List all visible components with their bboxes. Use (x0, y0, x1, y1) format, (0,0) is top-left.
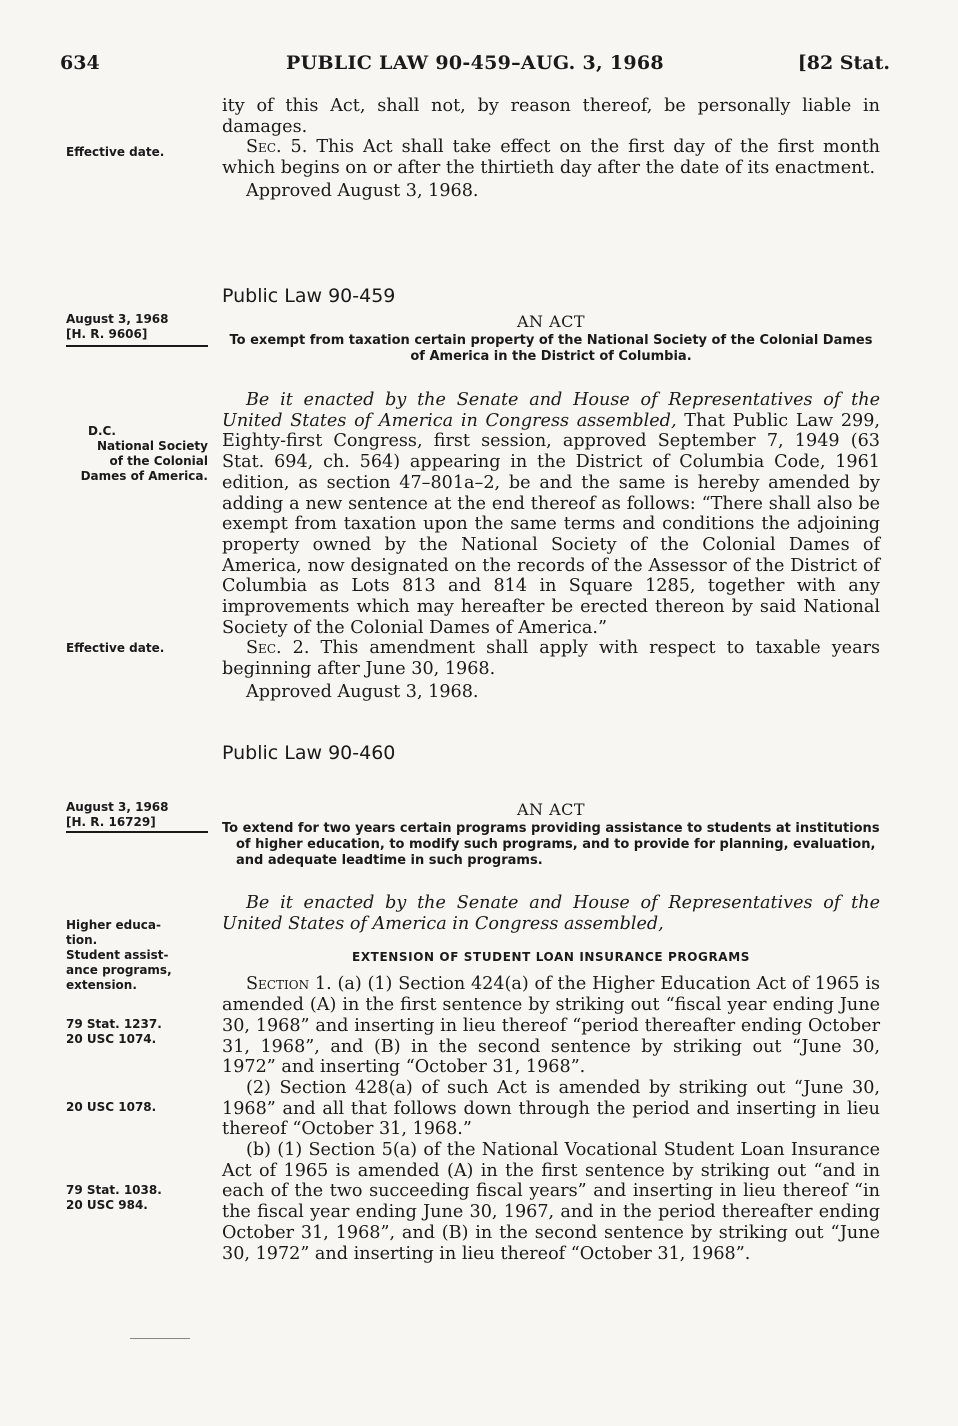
law-459-sec2-label: Sec. 2. (246, 638, 310, 659)
law-90-460-header (222, 800, 880, 869)
law-460-section-1 (222, 974, 880, 1078)
law-459-section-2 (222, 638, 880, 679)
margin-note-effective-date-459: Effective date. (66, 641, 165, 655)
law-459-body-text: That Public Law 299, Eighty-first Congress, first session, approved September 7, 1949 (63 Stat. 694, ch. 564) appearing in the District of Columbia Code, 1961 edition, as section 47–801a–2, be and the same is hereby amended by adding a new sentence at the end thereof as follows: “There shall also be exempt from taxation upon the same terms and conditions the adjoining property owned by the National Society of the Colonial Dames of America, now designated on the records of the Assessor of the District of Columbia as Lots 813 and 814 in Square 1285, together with any improvements which may hereafter be erected thereon by said National Society of the Colonial Dames of America.” (222, 410, 881, 638)
law-459-sec2-text: This amendment shall apply with respect to taxable years beginning after June 30, 1968. (222, 638, 881, 680)
law-459-section-1 (222, 390, 880, 638)
purpose-460: To extend for two years certain programs providing assistance to students at institutions of higher education, to modify such programs, and to provide for planning, evaluation, and adequate leadtime in such programs. (222, 821, 880, 868)
enacting-clause-459: Be it enacted by the Senate and House of Representatives of the United States of America in Congress assembled, (222, 390, 880, 431)
approved-line-459: Approved August 3, 1968. (246, 681, 479, 702)
page-number: 634 (60, 52, 100, 74)
margin-rule-law-459 (66, 345, 208, 347)
enacting-clause-460: Be it enacted by the Senate and House of Representatives of the United States of America in Congress assembled, (222, 893, 880, 934)
approved-line-prior: Approved August 3, 1968. (246, 180, 479, 201)
law-460-section-1-label: Section 1. (246, 974, 332, 995)
section-heading-student-loan: EXTENSION OF STUDENT LOAN INSURANCE PROGRAMS (352, 950, 750, 965)
header-stat-volume: [82 Stat. (797, 52, 890, 74)
enacting-clause-460-para (222, 893, 880, 934)
margin-rule-law-460 (66, 831, 208, 833)
law-90-460-title: Public Law 90-460 (222, 742, 396, 764)
law-90-460-title-block (222, 742, 880, 764)
margin-note-effective-date: Effective date. (66, 145, 165, 159)
law-460-section-1-text: (a) (1) Section 424(a) of the Higher Education Act of 1965 is amended (A) in the first sentence by striking out “fiscal year ending June 30, 1968” and inserting in lieu thereof “period thereafter ending October 31, 1968”, and (B) in the second sentence by striking out “June 30, 1972” and inserting “October 31, 1968”. (222, 974, 881, 1078)
law-90-459-title-block (222, 285, 880, 307)
running-header (60, 52, 890, 82)
section-5-label: Sec. 5. (246, 137, 308, 158)
law-90-459-body (222, 390, 880, 703)
section-5-text: This Act shall take effect on the first day of the first month which begins on or after the thirtieth day after the date of its enactment. (222, 137, 881, 179)
margin-note-cite-3: 79 Stat. 1038. 20 USC 984. (66, 1183, 162, 1212)
continuation-text: ity of this Act, shall not, by reason thereof, be personally liable in damages. (222, 96, 880, 137)
margin-note-cite-1: 79 Stat. 1237. 20 USC 1074. (66, 1017, 162, 1046)
law-460-para-a2: (2) Section 428(a) of such Act is amended by striking out “June 30, 1968” and all that follows down through the period and inserting in lieu thereof “October 31, 1968.” (222, 1077, 880, 1140)
law-460-para-b1: (b) (1) Section 5(a) of the National Vocational Student Loan Insurance Act of 1965 is amended (A) in the first sentence by striking out “and in each of the two succeeding fiscal years” and inserting in lieu thereof “in the fiscal year ending June 30, 1967, and in the period thereafter ending October 31, 1968”, and (B) in the second sentence by striking out “June 30, 1972” and inserting in lieu thereof “October 31, 1968”. (222, 1140, 880, 1264)
law-90-460-body (222, 893, 880, 1264)
section-5 (222, 137, 880, 178)
footer-rule (130, 1338, 190, 1339)
margin-note-law-459-date: August 3, 1968 [H. R. 9606] (66, 312, 169, 341)
prior-law-continuation (222, 96, 880, 202)
purpose-459: To exempt from taxation certain property of the National Society of the Colonial Dames of America in the District of Columbia. (229, 333, 873, 364)
header-title: PUBLIC LAW 90-459–AUG. 3, 1968 (286, 52, 664, 74)
margin-note-higher-education: Higher educa- tion. Student assist- ance programs, extension. (66, 918, 172, 992)
an-act-459: AN ACT (516, 312, 586, 331)
an-act-460: AN ACT (516, 800, 586, 819)
law-90-459-title: Public Law 90-459 (222, 285, 396, 307)
margin-note-cite-2: 20 USC 1078. (66, 1100, 157, 1114)
margin-note-dc-society: D.C. National Society of the Colonial Dames of America. (80, 424, 208, 483)
margin-note-law-460-date: August 3, 1968 [H. R. 16729] (66, 800, 169, 829)
law-90-459-header (222, 312, 880, 365)
